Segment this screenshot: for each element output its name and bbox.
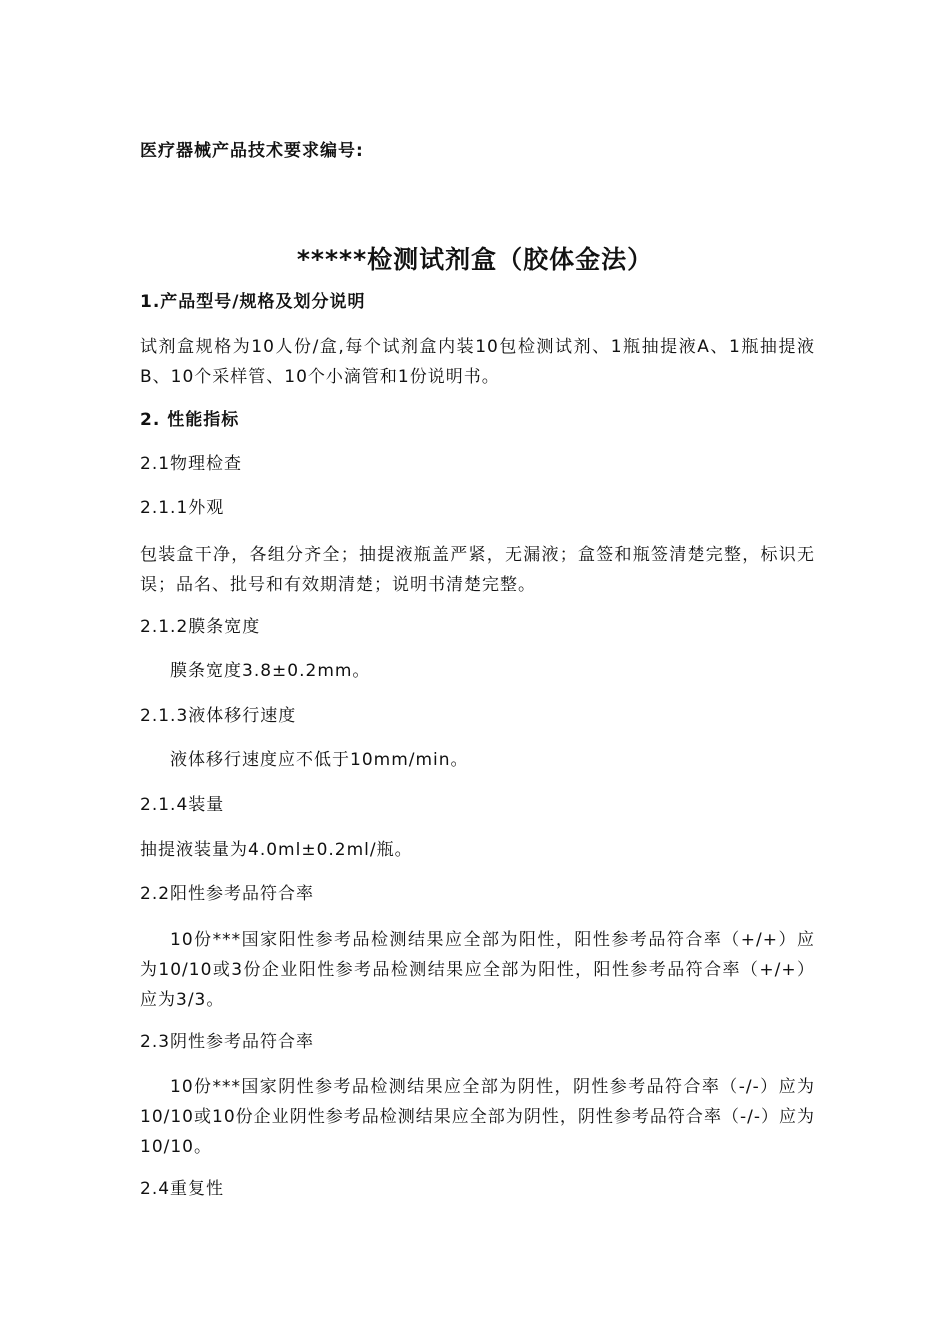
section-2-1-3-text: 液体移行速度应不低于10mm/min。 [170, 750, 469, 770]
section-2-2-heading: 2.2阳性参考品符合率 [140, 884, 315, 904]
section-1-heading: 1.产品型号/规格及划分说明 [140, 292, 366, 312]
section-2-1-4-text: 抽提液装量为4.0ml±0.2ml/瓶。 [140, 840, 413, 860]
section-2-1-4-heading: 2.1.4装量 [140, 795, 225, 815]
section-2-1-2-heading: 2.1.2膜条宽度 [140, 617, 261, 637]
section-2-3-text: 10份***国家阴性参考品检测结果应全部为阴性，阴性参考品符合率（-/-）应为10/10或10份企业阴性参考品检测结果应全部为阴性，阴性参考品符合率（-/-）应为10/10。 [140, 1077, 815, 1157]
section-2-2-text: 10份***国家阳性参考品检测结果应全部为阳性，阳性参考品符合率（+/+）应为10/10或3份企业阳性参考品检测结果应全部为阳性，阳性参考品符合率（+/+）应为3/3。 [140, 930, 815, 1010]
doc-number-label: 医疗器械产品技术要求编号: [140, 141, 364, 161]
section-2-1-1-heading: 2.1.1外观 [140, 498, 225, 518]
section-2-heading: 2. 性能指标 [140, 410, 240, 430]
section-2-1-1-text: 包装盒干净，各组分齐全；抽提液瓶盖严紧，无漏液；盒签和瓶签清楚完整，标识无误；品名、批号和有效期清楚；说明书清楚完整。 [140, 545, 815, 595]
section-2-3-heading: 2.3阴性参考品符合率 [140, 1032, 315, 1052]
section-2-1-3-heading: 2.1.3液体移行速度 [140, 706, 297, 726]
page-title: *****检测试剂盒（胶体金法） [296, 245, 654, 274]
section-1-text: 试剂盒规格为10人份/盒,每个试剂盒内装10包检测试剂、1瓶抽提液A、1瓶抽提液B、10个采样管、10个小滴管和1份说明书。 [140, 337, 815, 387]
section-2-1-heading: 2.1物理检查 [140, 454, 243, 474]
section-2-1-2-text: 膜条宽度3.8±0.2mm。 [170, 661, 371, 681]
section-2-4-heading: 2.4重复性 [140, 1179, 225, 1199]
